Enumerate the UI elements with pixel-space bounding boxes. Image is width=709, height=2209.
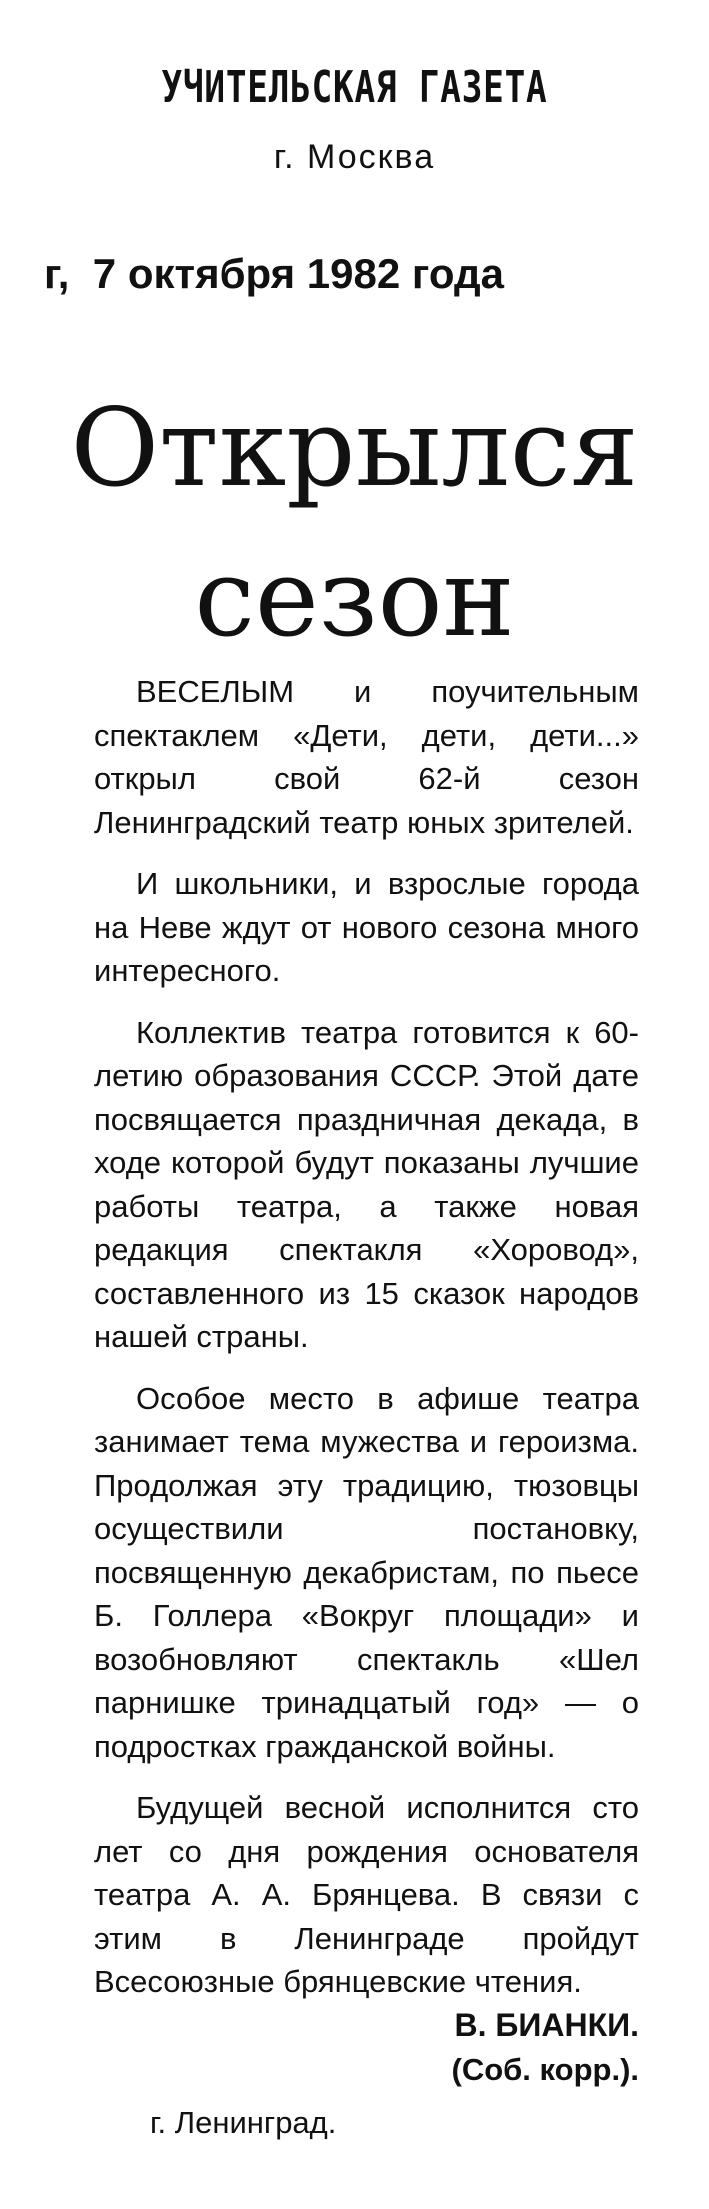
author-name: В. БИАНКИ.: [454, 2007, 639, 2043]
article-paragraph: Будущей весной исполнится сто лет со дня рождения основателя театра А. А. Брянцева. В связи с этим в Ленинграде пройдут Всесоюзные брянцевские чтения.: [94, 1790, 639, 1999]
article-paragraph: Особое место в афише театра занимает тема мужества и героизма. Продолжая эту традицию, тюзовцы осуществили постановку, посвященную декабристам, по пьесе Б. Голлера «Вокруг площади» и возобновляют спектакль «Шел парнишке тринадцатый год» — о подростках гражданской войны.: [94, 1380, 639, 1764]
article-paragraph: И школьники, и взрослые города на Неве ждут от нового сезона много интересного.: [94, 866, 639, 988]
headline-line-1: Открылся: [70, 386, 639, 511]
author-role: (Соб. корр.).: [451, 2052, 639, 2087]
article-body: [94, 670, 639, 2022]
headline-line-2: сезон: [194, 536, 515, 661]
article-paragraph: Коллектив театра готовится к 60-летию образования СССР. Этой дате посвящается праздничная декада, в ходе которой будут показаны лучшие работы театра, а также новая редакция спектакля «Хоровод», составленного из 15 сказок народов нашей страны.: [94, 1014, 639, 1354]
author-city: г. Ленинград.: [150, 2105, 337, 2140]
dateline: г, 7 октября 1982 года: [44, 250, 504, 297]
newspaper-stamp-city: г. Москва: [273, 138, 436, 176]
article-paragraph: ВЕСЕЛЫМ и поучительным спектаклем «Дети, дети, дети...» открыл свой 62-й сезон Ленинградский театр юных зрителей.: [94, 674, 639, 840]
newspaper-stamp-title: УЧИТЕЛЬСКАЯ ГАЗЕТА: [161, 62, 548, 113]
